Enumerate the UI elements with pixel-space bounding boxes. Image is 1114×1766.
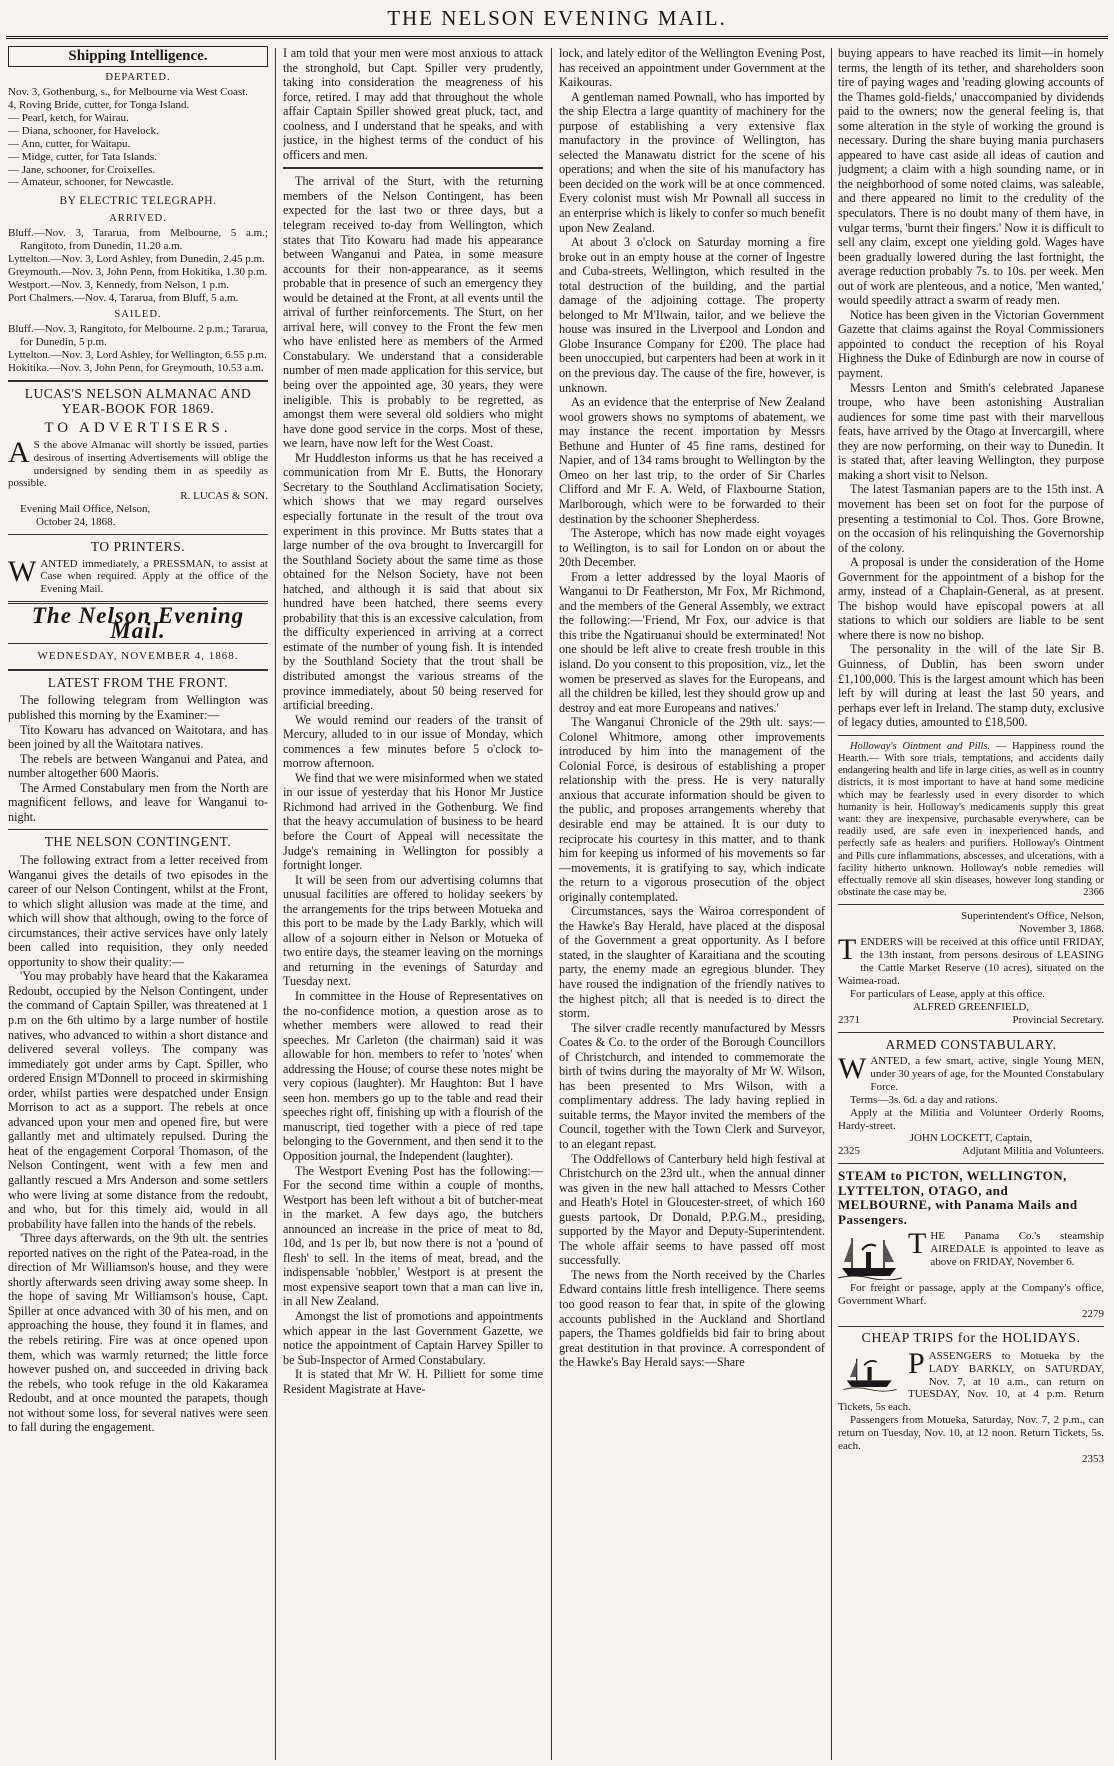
armed-body: ANTED, a few smart, active, single Young MEN, under 30 years of age, for the Mounted Constabulary Force. xyxy=(870,1055,1104,1093)
divider xyxy=(838,1032,1104,1033)
divider xyxy=(8,643,268,644)
shipping-entry: Nov. 3, Gothenburg, s., for Melbourne via West Coast. xyxy=(8,86,248,99)
holloway-body: — Happiness round the Hearth.— With sore trials, temptations, and accidents daily endangering health and life in large cities, as well as in country districts, it is most important to have at hand some medicine which may be fearlessly used in every disorder to which humanity is heir. Holloway's medicaments supply this great want: they are inexpensive, purchasable everywhere, can be readily used, are safe even in inexperienced hands, and perfectly safe as healers and purifiers. Holloway's Ointment and Pills cure inflammations, abscesses, and ulcerations, with a facility hitherto unknown. Holloway's noble remedies will effectually remove all skin diseases, however long standing or obstinate the case may be. xyxy=(838,740,1104,899)
steam-body: HE Panama Co.'s steamship AIREDALE is appointed to leave as above on FRIDAY, November 6. xyxy=(930,1230,1104,1269)
article-paragraph: As an evidence that the enterprise of New Zealand wool growers shows no symptoms of abatement, we may instance the recent importation by Messrs Bethune and Hunter of 45 fine rams, destined for Napier, and of 134 rams brought to Wellington by the Omeo on her last trip, to the order of Sir Charles Clifford and Mr F. A. Weld, of Flaxbourne Station, Marlborough, which were to be forwarded to their destination by the schooner Shepherdess. xyxy=(559,395,825,526)
shipping-entry: — Midge, cutter, for Tata Islands. xyxy=(8,150,157,163)
almanac-title: LUCAS'S NELSON ALMANAC AND YEAR-BOOK FOR 1869. xyxy=(24,386,252,416)
shipping-entry: Westport.—Nov. 3, Kennedy, from Nelson, 1 p.m. xyxy=(8,279,230,292)
article-paragraph: 'Three days afterwards, on the 9th ult. the sentries reported natives on the right of the Patea-road, in the direction of Mr Williamson's house, and they were shortly afterwards seen driving away some sheep. In the hope of saving Mr Williamson's house, Capt. Spiller at once advanced with 30 of his men, and on approaching the house, they found it in flames, and the rebels retiring. Fire was at once opened upon them, which was warmly returned; the little force however pushed on, and succeeded in driving back the rebels, who took refuge in the old Kakaramea Redoubt, and at once mounted the parapets, though not without some loss, for several natives were seen to fall during the engagement. xyxy=(8,1231,268,1435)
article-paragraph: buying appears to have reached its limit—in homely terms, the length of its tether, and shareholders soon tire of paying wages and 'reading glowing accounts of the Thames gold-fields,' unaccompanied by dividends paid to the owners; now the general feeling is, that some alteration in the style of working the ground is necessary. During the share buying mania purchasers appeared to have cast aside all ideas of caution and judgment; a claim with a high sounding name, or in the neighborhood of some noted claims, was saleable, and there appeared no limit to the credulity of the speculators. There is no doubt many of them have, in vulgar terms, 'burnt their fingers.' Now it is difficult to sell any claim, except one yielding gold. Wages have been gradually lowered during the last fortnight, the average reduction probably 7s. to 10s. per week. Men out of work are plenteous, and a notice, 'Men wanted,' would speedily attract a swarm of ready men. xyxy=(838,46,1104,308)
article-paragraph: Messrs Lenton and Smith's celebrated Japanese troupe, who have been astonishing Australian audiences for some time past with their marvellous feats, have arrived by the Otago at Invercargill, where they are now performing, on their way to Dunedin. It is stated that, after leaving Wellington, they purpose making a short visit to Nelson. xyxy=(838,380,1104,482)
advert-number: 2279 xyxy=(1082,1308,1104,1321)
sailed-list xyxy=(8,323,268,375)
almanac-body: S the above Almanac will shortly be issued, parties desirous of inserting Advertisements will oblige the undersigned by sending them in as speedily as possible. xyxy=(8,438,268,490)
tenders-office: Superintendent's Office, Nelson, xyxy=(961,910,1104,923)
article-paragraph: From a letter addressed by the loyal Maoris of Wanganui to Dr Featherston, Mr Fox, Mr Richmond, and the members of the General Assembly, we extract the following:—'Friend, Mr Fox, our advice is that this tribe the Ngatiruanui should be exterminated! Not one should be left alive to create fresh trouble in this island. Do you consent to this proposition, viz., let the women be preserved as slaves for the Europeans, and all the children be killed, lest they should grow up and destroy and eat more Europeans and natives.' xyxy=(559,569,825,715)
shipping-entry: Port Chalmers.—Nov. 4, Tararua, from Bluff, 5 a.m. xyxy=(8,291,239,304)
advert-number: 2325 xyxy=(838,1145,860,1158)
article-paragraph: Mr Huddleston informs us that he has received a communication from Mr E. Butts, the Honorary Secretary to the Southland Acclimatisation Society, which shows that we may regard ourselves especially fortunate in the result of the trout ova experiment in this province. Mr Butts states that a large number of the ova brought to Invercargill for the Southland Society about the same time as those obtained for the Nelson Society, have not been hatched, and although it is said that about six hundred have been hatched, there seems every probability that this is an excessive calculation, from the difficulty experienced in arriving at a correct estimate of the number of young fish. It is intended by the Southland Society that the trout shall be distributed amongst the various streams of the province immediately, about 50 being reserved for artificial breeding. xyxy=(283,450,543,713)
article-paragraph: Circumstances, says the Wairoa correspondent of the Hawke's Bay Herald, have placed at the disposal of the Government a great opportunity. As I before stated, in the slaughter of Karaitiana and the scouting party, the enemy made an egregious blunder. They have roused the indignation of the friendly natives to the highest pitch; all that is needed is to direct the storm. xyxy=(559,904,825,1021)
column-2 xyxy=(283,46,543,1762)
steam-advert xyxy=(838,1227,1104,1321)
article-paragraph: The arrival of the Sturt, with the returning members of the Nelson Contingent, has been expected for the last two or three days, but a telegram received to-day from Wellington, which states that Tito Kowaru had made his appearance between Wanganui and Patea, in some measure accounts for their non-appearance, as it seems probable that in presence of such an emergency they would be detained at the Front, at all events until the arrival of further reinforcements. The Sturt, on her arrival here, will convey to the Front the few men who have enlisted here as members of the Armed Constabulary. We understand that a considerable number of men made application for this service, but being over the appointed age, 30 years, they were ineligible. This is probably to be regretted, as amongst them were several old soldiers who might have done good service in the corps. Most of these, we learn, have now left for the West Coast. xyxy=(283,174,543,451)
article-paragraph: The silver cradle recently manufactured by Messrs Coates & Co. to the order of the Borough Councillors of Christchurch, and intended to commemorate the birth of twins during the mayoralty of Mr W. Wilson, has been presented to Mrs Wilson, with a complimentary address. The lady having replied in suitable terms, the Mayor invited the members of the Council, together with the Town Clerk and Surveyor, to an elegant repast. xyxy=(559,1020,825,1152)
tenders-signature: ALFRED GREENFIELD, xyxy=(912,1000,1030,1013)
almanac-notice xyxy=(8,435,268,491)
armed-apply: Apply at the Militia and Volunteer Orderly Rooms, Hardy-street. xyxy=(838,1106,1104,1132)
article-paragraph: The following extract from a letter received from Wanganui gives the details of two episodes in the career of our Nelson Contingent, whilst at the Front, to which slight allusion was made at the time, and which will show that although, owing to the force of circumstances, their active services have only lately been called into requisition, they only needed opportunity to show their quality:— xyxy=(8,852,268,969)
divider xyxy=(838,1326,1104,1327)
article-paragraph: lock, and lately editor of the Wellington Evening Post, has received an appointment under Government at the Kaikouras. xyxy=(559,46,825,90)
column-3 xyxy=(559,46,825,1762)
drop-cap: T xyxy=(838,933,857,967)
sailed-label: SAILED. xyxy=(114,308,162,320)
departed-list xyxy=(8,86,268,189)
column-4 xyxy=(838,46,1104,1762)
armed-signature: JOHN LOCKETT, Captain, xyxy=(909,1132,1033,1145)
article-paragraph: The latest Tasmanian papers are to the 15th inst. A movement has been set on foot for the purpose of presenting a testimonial to Col. Thos. Gore Browne, on the occasion of his relinquishing the Governorship of the colony. xyxy=(838,482,1104,555)
contingent-title: THE NELSON CONTINGENT. xyxy=(44,834,232,850)
holloway-lead: Holloway's Ointment and Pills. xyxy=(850,740,991,752)
printers-title: TO PRINTERS. xyxy=(90,539,186,555)
column-divider xyxy=(551,48,552,1760)
article-paragraph: I am told that your men were most anxious to attack the stronghold, but Capt. Spiller very prudently, taking into consideration the meagreness of his force, retired. I may add that throughout the whole affair Captain Spiller showed great pluck, tact, and coolness, and I understand that he speaks, and with justice, in the highest terms of the conduct of his officers and men. xyxy=(283,46,543,162)
front-title: LATEST FROM THE FRONT. xyxy=(47,674,229,690)
tenders-particulars: For particulars of Lease, apply at this office. xyxy=(850,987,1045,1000)
shipping-entry: Lyttelton.—Nov. 3, Lord Ashley, from Dunedin, 2.45 p.m. xyxy=(8,253,265,266)
article-paragraph: The rebels are between Wanganui and Patea, and number altogether 600 Maoris. xyxy=(8,751,268,781)
article-paragraph: We would remind our readers of the transit of Mercury, alluded to in our issue of Monday, which commences a few minutes before 5 o'clock to-morrow afternoon. xyxy=(283,712,543,771)
article-paragraph: 'You may probably have heard that the Kakaramea Redoubt, occupied by the Nelson Contingent, under the command of Captain Spiller, was threatened at 1 p.m on the 6th ultimo by a large number of hostile natives, who advanced to within a short distance and delivered several volleys. The company was immediately got under arms by Capt. Spiller, who ordered Ensign M'Donnell to proceed in skirmishing order, whilst parties were despatched under Ensign Morrison to act as a support. The rebels at once advanced upon your men and opened fire, but were gallantly met and ultimately repulsed. During the heat of the engagement Corporal Thomason, of the Nelson Contingent, went with a few men and gallantly rescued a Mrs Anderson and some settlers who were living at some distance from the redoubt, and who, but for this timely aid, would in all probability have fallen into the hands of the rebels. xyxy=(8,969,268,1231)
drop-cap: W xyxy=(838,1052,867,1086)
almanac-place: Evening Mail Office, Nelson, xyxy=(20,503,151,516)
steam-freight: For freight or passage, apply at the Company's office, Government Wharf. xyxy=(838,1282,1104,1308)
holloway-advert xyxy=(838,741,1104,900)
masthead-title: THE NELSON EVENING MAIL. xyxy=(387,6,727,30)
armed-advert xyxy=(838,1052,1104,1158)
article-paragraph: At about 3 o'clock on Saturday morning a fire broke out in an empty house at the corner of Ingestre and Cuba-streets, Wellington, which resulted in the total destruction of the building, and the partial damage of the adjoining cottage. The property belonged to Mr M'Ilwain, tailor, and we believe the house was insured in the Liverpool and London and Globe Insurance Company for £200. The place had been unoccupied, but carpenters had been at work in it on the previous day. The cause of the fire, however, is unknown. xyxy=(559,235,825,395)
article-paragraph: Amongst the list of promotions and appointments which appear in the last Government Gazette, we notice the appointment of Captain Harvey Spiller to be Sub-Inspector of Armed Constabulary. xyxy=(283,1309,543,1367)
divider xyxy=(283,167,543,169)
column-divider xyxy=(831,48,832,1760)
divider xyxy=(838,735,1104,736)
almanac-subtitle: TO ADVERTISERS. xyxy=(44,420,232,437)
tenders-date: November 3, 1868. xyxy=(1019,923,1104,936)
steamship-icon xyxy=(838,1232,902,1280)
article-paragraph: The news from the North received by the Charles Edward contains little fresh intelligence. There seems too good reason to fear that, in spite of the glowing accounts published in the Auckland and Shortland papers, the Thames goldfields bid fair to bring about great destitution in that province. A correspondent of the Hawke's Bay Herald says:—Share xyxy=(559,1267,825,1370)
shipping-entry: Greymouth.—Nov. 3, John Penn, from Hokitika, 1.30 p.m. xyxy=(8,266,268,279)
cheap-trips-title: CHEAP TRIPS for the HOLIDAYS. xyxy=(861,1331,1081,1347)
divider xyxy=(8,380,268,382)
divider xyxy=(8,534,268,535)
article-paragraph: The Wanganui Chronicle of the 29th ult. says:—Colonel Whitmore, among other improvements introduced by him into the management of the Colonial Force, is desirous of establishing a proper relationship with the press. He is very naturally anxious that accurate information should be given to the public, and proposes arrangements whereby that desirable end may be attained. It is our duty to reciprocate his courtesy in this matter, and to thank him for keeping us informed of his movements so far—movements, it is gratifying to say, which indicate the return to a vigorous prosecution of the object originally contemplated. xyxy=(559,715,825,904)
printers-body: ANTED immediately, a PRESSMAN, to assist at Case when required. Apply at the office of the Evening Mail. xyxy=(40,557,268,596)
cheap-trips-advert xyxy=(838,1346,1104,1466)
divider xyxy=(838,904,1104,905)
shipping-entry: — Diana, schooner, for Havelock. xyxy=(8,124,159,137)
article-paragraph: The Asterope, which has now made eight voyages to Wellington, is to sail for London on or about the 20th December. xyxy=(559,526,825,570)
drop-cap: W xyxy=(8,554,37,588)
arrived-label: ARRIVED. xyxy=(109,212,167,224)
article-paragraph: The personality in the will of the late Sir B. Guinness, of Dublin, has been sworn under £1,100,000. This is the largest amount which has been left by will during at least the last 50 years, and perhaps ever left in Ireland. The stamp duty, exclusive of legacy duties, amounted to £18,500. xyxy=(838,642,1104,730)
shipping-entry: — Jane, schooner, for Croixelles. xyxy=(8,163,156,176)
shipping-entry: Lyttelton.—Nov. 3, Lord Ashley, for Wellington, 6.55 p.m. xyxy=(8,349,267,362)
article-paragraph: In committee in the House of Representatives on the no-confidence motion, a question arose as to whether members were allowed to read their speeches. Mr Carleton (the chairman) said it was allowable for hon. members to refer to 'notes' when addressing the House; of course these notes might be very copious (laughter). Mr Haughton: But I have seen hon. members go up to the table and read their speeches right off, finishing up with a flourish of the manuscript, tied together with a piece of red tape belonging to the Government, and then send it to the Opposition journal, the Independent (laughter). xyxy=(283,989,543,1164)
armed-terms: Terms—3s. 6d. a day and rations. xyxy=(850,1093,998,1106)
shipping-entry: Bluff.—Nov. 3, Tararua, from Melbourne, 5 a.m.; Rangitoto, from Dunedin, 11.20 a.m. xyxy=(8,227,268,253)
drop-cap: P xyxy=(908,1346,925,1380)
advert-number: 2353 xyxy=(1082,1453,1104,1465)
dateline: WEDNESDAY, NOVEMBER 4, 1868. xyxy=(37,650,239,663)
paper-title: The Nelson Evening Mail. xyxy=(31,603,245,643)
cheap-trips-body-2: Passengers from Motueka, Saturday, Nov. 7, 2 p.m., can return on Tuesday, Nov. 10, at 12 noon. Return Tickets, 5s. each. xyxy=(838,1414,1104,1453)
article-paragraph: The following telegram from Wellington was published this morning by the Examiner:— xyxy=(8,693,268,723)
shipping-entry: 4, Roving Bride, cutter, for Tonga Island. xyxy=(8,99,190,111)
article-paragraph: A proposal is under the consideration of the Home Government for the appointment of a bishop for the army, instead of a Chaplain-General, as at present. The bishop would have episcopal powers at all stations to which our soldiers are liable to be sent where there is now no bishop. xyxy=(838,555,1104,642)
column-1 xyxy=(8,46,268,1762)
tenders-advert xyxy=(838,910,1104,1026)
armed-title: ARMED CONSTABULARY. xyxy=(885,1036,1057,1052)
shipping-entry: Bluff.—Nov. 3, Rangitoto, for Melbourne. 2 p.m.; Tararua, for Dunedin, 5 p.m. xyxy=(8,323,268,349)
drop-cap: T xyxy=(908,1227,927,1261)
article-paragraph: Tito Kowaru has advanced on Waitotara, and has been joined by all the Waitotara natives. xyxy=(8,722,268,752)
tenders-role: Provincial Secretary. xyxy=(1012,1013,1104,1026)
article-paragraph: It will be seen from our advertising columns that unusual facilities are offered to holiday seekers by the arrangements for the trips between Motueka and this port to be made by the Lady Barkly, which will allow of a sojourn either in Nelson or Motueka of two entire days, the steamer leaving on the mornings and returning in the evenings of Saturday and Tuesday next. xyxy=(283,872,543,989)
shipping-entry: — Ann, cutter, for Waitapu. xyxy=(8,137,131,150)
divider xyxy=(8,669,268,671)
almanac-date: October 24, 1868. xyxy=(36,516,116,529)
printers-notice xyxy=(8,554,268,597)
column-divider xyxy=(275,48,276,1760)
masthead-rule xyxy=(6,36,1108,43)
divider xyxy=(838,1163,1104,1164)
divider xyxy=(8,829,268,830)
article-paragraph: A gentleman named Pownall, who has imported by the ship Electra a large quantity of machinery for the purpose of establishing a very extensive flax manufactory in the province of Wellington, has selected the Manawatu district for the scene of his operations; and when the site of his manufactory has been decided on the work will be at once commenced. Every colonist must wish Mr Pownall all success in an enterprise which is likely to confer so much benefit upon New Zealand. xyxy=(559,89,825,235)
drop-cap: A xyxy=(8,435,30,469)
arrived-list xyxy=(8,227,268,304)
shipping-entry: — Pearl, ketch, for Wairau. xyxy=(8,111,129,124)
article-paragraph: The Westport Evening Post has the following:—For the second time within a couple of months, Westport has been left without a bit of butcher-meat in the market. A few days ago, the butchers announced an increase in the price of meat to 8d, 10d, and 1s per lb, but now there is not a 'pound of flesh' to sell. In the items of meat, bread, and the indispensable 'nobbler,' Westport is at present the most expensive seaport town that a man can live in, in all New Zealand. xyxy=(283,1163,543,1309)
article-paragraph: The Armed Constabulary men from the North are magnificent fellows, and leave for Wanganui to-night. xyxy=(8,780,268,824)
shipping-entry: — Amateur, schooner, for Newcastle. xyxy=(8,176,174,189)
telegraph-label: BY ELECTRIC TELEGRAPH. xyxy=(59,195,217,208)
advert-number: 2371 xyxy=(838,1013,860,1026)
steamer-icon xyxy=(838,1352,902,1392)
tenders-body: ENDERS will be received at this office until FRIDAY, the 13th instant, from persons desirous of LEASING the Cattle Market Reserve (10 acres), situated on the Waimea-road. xyxy=(838,936,1104,987)
advert-number: 2366 xyxy=(1083,887,1104,899)
departed-label: DEPARTED. xyxy=(105,71,171,83)
cheap-trips-body: ASSENGERS to Motueka by the LADY BARKLY, on SATURDAY, Nov. 7, at 10 a.m., can return on TUESDAY, Nov. 10, at 4 p.m. Return Tickets, 5s each. xyxy=(838,1349,1104,1414)
article-paragraph: Notice has been given in the Victorian Government Gazette that claims against the Royal Commissioners appointed to conduct the reception of his Royal Highness the Duke of Edinburgh are now in course of payment. xyxy=(838,307,1104,381)
armed-role: Adjutant Militia and Volunteers. xyxy=(962,1145,1104,1158)
shipping-heading: Shipping Intelligence. xyxy=(8,46,268,67)
article-paragraph: We find that we were misinformed when we stated in our issue of yesterday that his Honor Mr Justice Richmond had arrived in the Gothenburg. We find that the heavy accumulation of business to be heard before the Court of Appeal will necessitate the Judge's remaining in Wellington for possibly a fortnight longer. xyxy=(283,770,543,873)
article-paragraph: It is stated that Mr W. H. Pilliett for some time Resident Magistrate at Have- xyxy=(283,1367,543,1396)
almanac-signature: R. LUCAS & SON. xyxy=(180,490,268,503)
article-paragraph: The Oddfellows of Canterbury held high festival at Christchurch on the 23rd ult., when the annual dinner was given in the new hall attached to Messrs Cother and Heath's Hotel in Gloucester-street, of which 160 guests partook, Dr Donald, P.P.G.M., presiding, supported by the Mayor and Deputy-Superintendent. The whole affair seems to have passed off most successfully. xyxy=(559,1151,825,1268)
steam-title: STEAM to PICTON, WELLINGTON, LYTTELTON, OTAGO, and MELBOURNE, with Panama Mails and Passengers. xyxy=(838,1168,1078,1227)
shipping-entry: Hokitika.—Nov. 3, John Penn, for Greymouth, 10.53 a.m. xyxy=(8,362,264,375)
